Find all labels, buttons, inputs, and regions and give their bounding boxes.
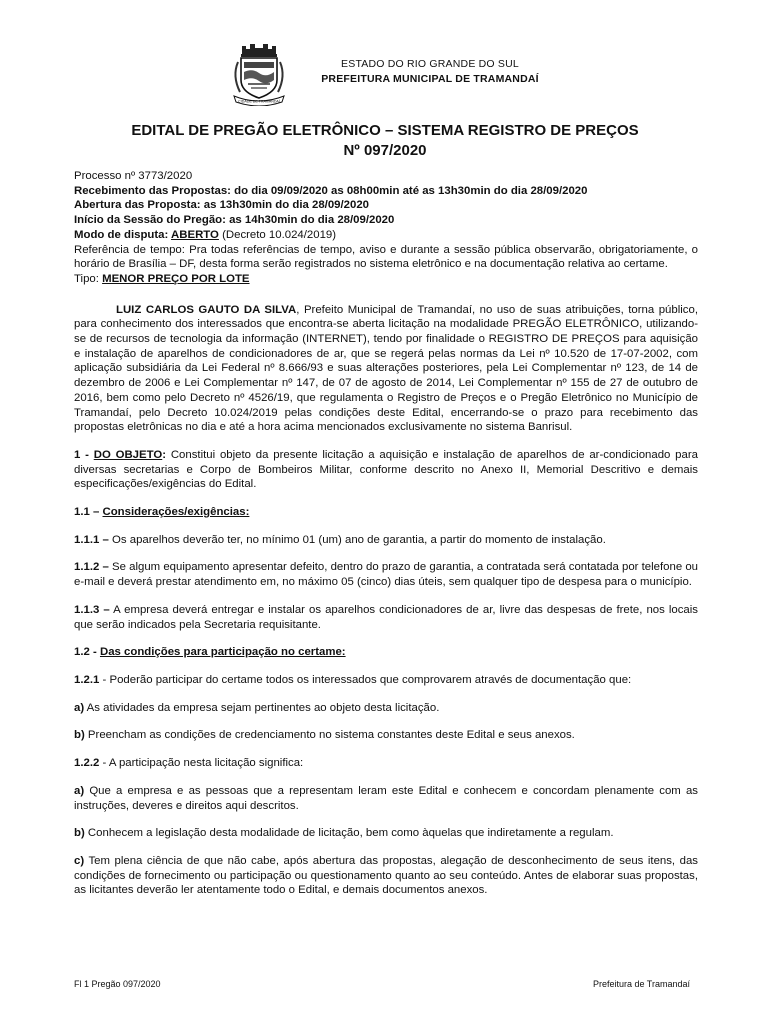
tipo-value: MENOR PREÇO POR LOTE — [102, 272, 250, 285]
prefeitura-name: PREFEITURA MUNICIPAL DE TRAMANDAÍ — [321, 73, 539, 85]
prefeito-name: LUIZ CARLOS GAUTO DA SILVA — [116, 303, 297, 316]
inicio-line: Início da Sessão do Pregão: as 14h30min do dia 28/09/2020 — [74, 214, 395, 227]
item-1-2-1-a — [74, 701, 698, 716]
i122-text: - A participação nesta licitação significa: — [99, 757, 304, 770]
objeto-num: 1 - — [74, 448, 94, 461]
item-1-2-2-a — [74, 784, 698, 813]
letterhead — [0, 36, 770, 108]
i112-num: 1.1.2 – — [74, 561, 109, 574]
i112-text: Se algum equipamento apresentar defeito, dentro do prazo de garantia, a contratada será contatada por telefone ou e-mail e deverá prestar atendimento em, no máximo 05 (cinco) dias úteis, sem qualquer tipo de despesa para o município. — [74, 561, 699, 589]
i113-num: 1.1.3 – — [74, 603, 110, 616]
letterhead-text — [300, 58, 560, 85]
document-body — [74, 169, 698, 898]
i111-text: Os aparelhos deverão ter, no mínimo 01 (um) ano de garantia, a partir do momento de instalação. — [108, 533, 606, 546]
s11-num: 1.1 – — [74, 506, 103, 519]
i122-num: 1.2.2 — [74, 757, 100, 770]
abertura-line: Abertura das Proposta: as 13h30min do dia 28/09/2020 — [74, 199, 370, 212]
s12-num: 1.2 - — [74, 646, 100, 659]
b-label: b) — [74, 729, 85, 742]
intro-text: , Prefeito Municipal de Tramandaí, no uso de suas atribuições, torna público, para conhecimento dos interessados que encontra-se aberta licitação na modalidade PREGÃO ELETRÔNICO, utilizando-se de recursos de tecnologia da informação (INTERNET), tendo por finalidade o REGISTRO DE PREÇOS para aquisição e instalação de aparelhos de condicionadores de ar, que se regerá pelas normas da Lei nº 10.520 de 17-07-2002, com aplicação subsidiária da Lei Federal nº 8.666/93 e suas alterações posteriores, pela Lei Complementar nº 123, de 14 de dezembro de 2006 e Lei Complementar nº 147, de 07 de agosto de 2014, Lei Complementar nº 155 de 27 de outubro de 2016, bem como pelo Decreto nº 4526/19, que regulamenta o Registro de Preços e o Pregão Eletrônico no Município de Tramandaí, pelo Decreto 10.024/2019 pelas condições deste Edital, encerrando-se o prazo para recebimento das propostas eletrônicas no dia e até a hora acima mencionados exclusivamente no sistema Banrisul. — [74, 303, 698, 434]
item-1-2-2 — [74, 756, 698, 771]
modo-value: ABERTO — [171, 228, 219, 241]
s12-title: Das condições para participação no certame: — [99, 646, 346, 659]
document-title — [0, 121, 770, 161]
b2-text: Conhecem a legislação desta modalidade de licitação, bem como àquelas que indiretamente a regulam. — [84, 827, 614, 840]
objeto-paragraph — [74, 448, 698, 492]
b-text: Preencham as condições de credenciamento no sistema constantes deste Edital e seus anexos. — [84, 729, 575, 742]
modo-disputa-line — [74, 228, 698, 243]
section-1-1-heading — [74, 505, 698, 520]
objeto-text: Constitui objeto da presente licitação a aquisição e instalação de aparelhos de ar-condicionado para diversas secretarias e Corpo de Bombeiros Militar, conforme descrito no Anexo II, Memorial Descritivo e demais especificações/exigências do Edital. — [74, 448, 698, 491]
b2-label: b) — [74, 827, 85, 840]
footer-page-ref: Fl 1 Pregão 097/2020 — [74, 979, 161, 989]
title-line-1: EDITAL DE PREGÃO ELETRÔNICO – SISTEMA REGISTRO DE PREÇOS — [131, 122, 639, 139]
c2-label: c) — [74, 854, 85, 867]
objeto-colon: : — [162, 448, 167, 461]
footer-org: Prefeitura de Tramandaí — [592, 979, 690, 989]
a-label: a) — [74, 701, 85, 714]
page-footer — [74, 979, 690, 989]
recebimento-line: Recebimento das Propostas: do dia 09/09/2020 as 08h00min até as 13h30min do dia 28/09/2020 — [74, 184, 588, 197]
i121-text: - Poderão participar do certame todos os interessados que comprovarem através de documentação que: — [99, 673, 632, 686]
s11-title: Considerações/exigências: — [102, 506, 250, 519]
i111-num: 1.1.1 – — [74, 533, 109, 546]
modo-label: Modo de disputa: — [74, 228, 172, 241]
section-1-2-heading — [74, 645, 698, 660]
item-1-2-1-b — [74, 728, 698, 743]
a-text: As atividades da empresa sejam pertinentes ao objeto desta licitação. — [84, 701, 440, 714]
i113-text: A empresa deverá entregar e instalar os aparelhos condicionadores de ar, livre das despesas de frete, nos locais que serão indicados pela Secretaria requisitante. — [74, 603, 698, 631]
c2-text: Tem plena ciência de que não cabe, após abertura das propostas, alegação de desconhecimento de seus itens, das condições de fornecimento ou participação ou questionamento quanto ao seu conteúdo. Antes de elaborar suas propostas, as licitantes deverão ler atentamente todo o Edital, e demais documentos anexos. — [74, 854, 698, 897]
a2-label: a) — [74, 784, 85, 797]
item-1-1-1 — [74, 533, 698, 548]
item-1-1-3 — [74, 603, 698, 632]
title-line-2: Nº 097/2020 — [343, 142, 427, 159]
tipo-label: Tipo: — [74, 272, 103, 285]
crest-ribbon-text: CIDADE DE TRAMANDAÍ — [238, 99, 280, 104]
i121-num: 1.2.1 — [74, 673, 100, 686]
item-1-1-2 — [74, 560, 698, 589]
modo-note: (Decreto 10.024/2019) — [218, 228, 337, 241]
state-name: ESTADO DO RIO GRANDE DO SUL — [341, 58, 519, 70]
objeto-heading: DO OBJETO — [93, 448, 163, 461]
tipo-line — [74, 272, 698, 287]
item-1-2-2-b — [74, 826, 698, 841]
item-1-2-1 — [74, 673, 698, 688]
item-1-2-2-c — [74, 854, 698, 898]
referencia-tempo: Referência de tempo: Pra todas referências de tempo, aviso e durante a sessão pública observarão, obrigatoriamente, o horário de Brasília – DF, desta forma serão registrados no sistema eletrônico e na documentação relativa ao certame. — [74, 243, 698, 271]
intro-paragraph — [74, 303, 698, 435]
a2-text: Que a empresa e as pessoas que a representam leram este Edital e conhecem e concordam plenamente com as instruções, deveres e direitos aqui descritos. — [74, 784, 698, 812]
processo-line: Processo nº 3773/2020 — [74, 170, 193, 182]
coat-of-arms-icon — [228, 40, 290, 106]
